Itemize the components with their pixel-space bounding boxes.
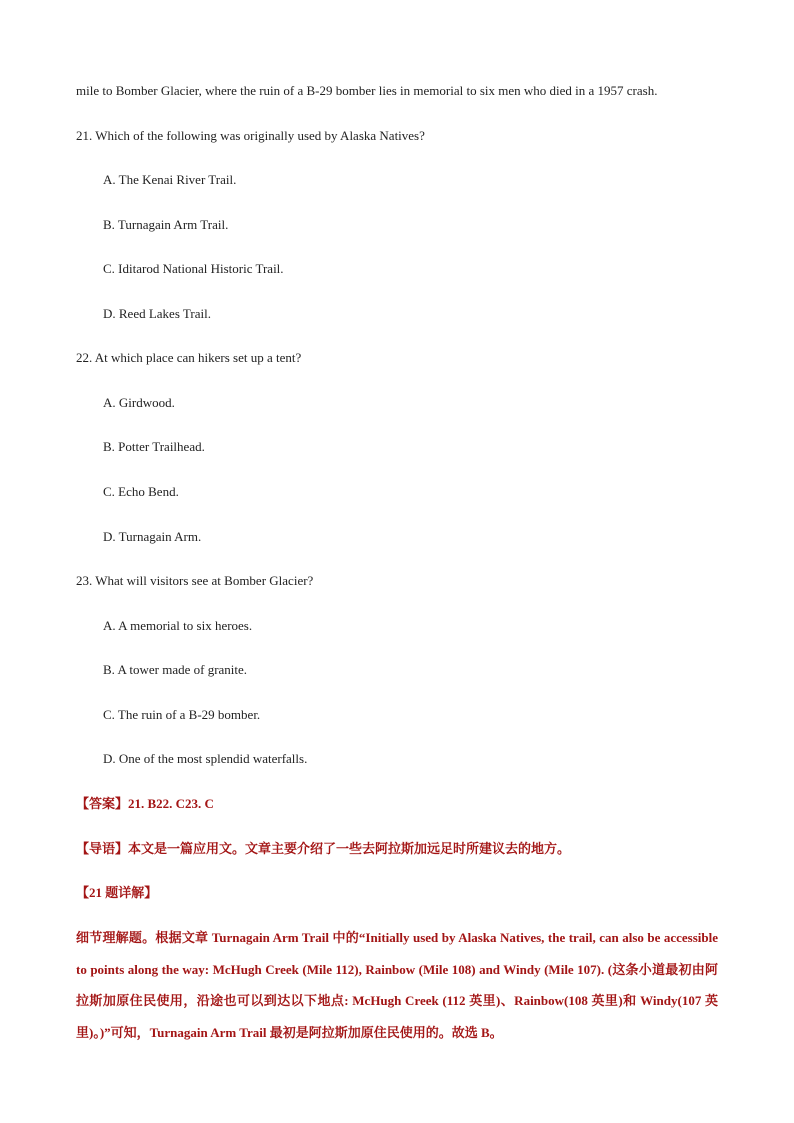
question-23-option-c: C. The ruin of a B-29 bomber. [103, 707, 261, 722]
guide-summary: 【导语】本文是一篇应用文。文章主要介绍了一些去阿拉斯加远足时所建议去的地方。 [76, 841, 571, 856]
question-22-option-b: B. Potter Trailhead. [103, 439, 205, 454]
detail-heading: 【21 题详解】 [76, 885, 158, 900]
question-23-option-d: D. One of the most splendid waterfalls. [103, 751, 308, 766]
question-21-option-b: B. Turnagain Arm Trail. [103, 217, 229, 232]
question-22-option-c: C. Echo Bend. [103, 484, 179, 499]
answer-key: 【答案】21. B22. C23. C [76, 796, 214, 811]
intro-line: mile to Bomber Glacier, where the ruin of a B-29 bomber lies in memorial to six men who died in a 1957 crash. [76, 83, 658, 98]
question-23-option-a: A. A memorial to six heroes. [103, 618, 253, 633]
question-22-stem: 22. At which place can hikers set up a tent? [76, 350, 302, 365]
question-22-option-a: A. Girdwood. [103, 395, 175, 410]
question-21-option-a: A. The Kenai River Trail. [103, 172, 237, 187]
question-22-option-d: D. Turnagain Arm. [103, 529, 202, 544]
question-21-option-c: C. Iditarod National Historic Trail. [103, 261, 284, 276]
question-21-option-d: D. Reed Lakes Trail. [103, 306, 211, 321]
explanation-paragraph: 细节理解题。根据文章 Turnagain Arm Trail 中的“Initially used by Alaska Natives, the trail, can also be accessible to points along the way: McHugh Creek (Mile 112), Rainbow (Mile 108) and Windy (Mile 107). (这条小道最初由阿拉斯加原住民使用，沿途也可以到达以下地点: McHugh Creek (112 英里)、Rainbow(108 英里)和 Windy(107 英里)。)”可知，Turnagain Arm Trail 最初是阿拉斯加原住民使用的。故选 B。 [76, 930, 718, 1040]
question-23-stem: 23. What will visitors see at Bomber Glacier? [76, 573, 314, 588]
question-21-stem: 21. Which of the following was originally used by Alaska Natives? [76, 128, 425, 143]
question-23-option-b: B. A tower made of granite. [103, 662, 248, 677]
